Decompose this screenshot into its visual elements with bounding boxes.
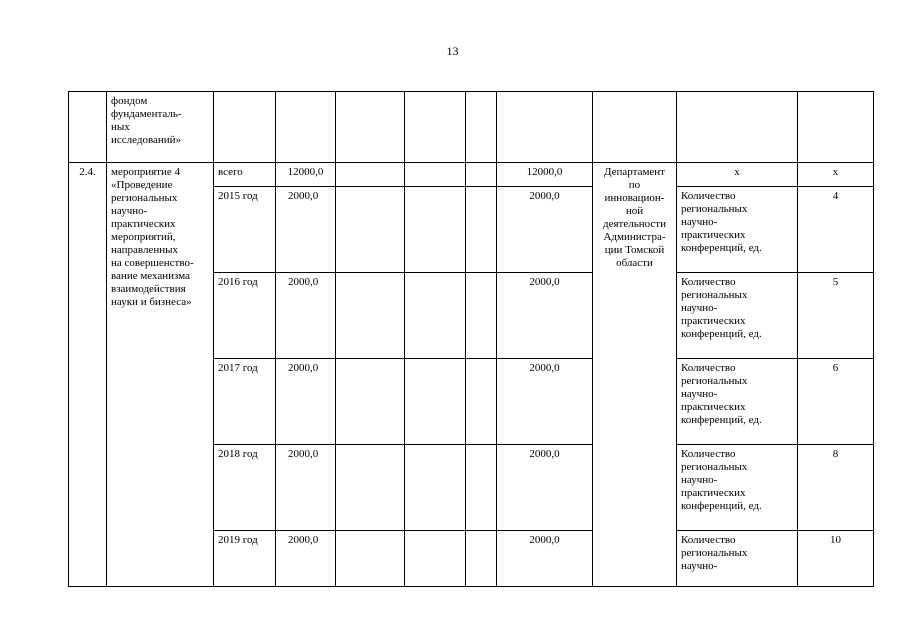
item-name-cell: фондом фундаменталь- ных исследований» [107,92,214,163]
indicator-cell: Количество региональных научно- практических конференций, ед. [677,445,798,531]
total-cell: 2000,0 [276,359,336,445]
indicator-cell: х [677,163,798,187]
item-number-cell [69,92,107,163]
indicator-value-cell: 8 [798,445,874,531]
page-number: 13 [446,44,459,58]
indicator-cell: Количество региональных научно- [677,531,798,587]
indicator-cell: Количество региональных научно- практических конференций, ед. [677,359,798,445]
regional-budget-cell: 2000,0 [497,359,593,445]
item-number-cell: 2.4. [69,163,107,587]
indicator-value-cell: 6 [798,359,874,445]
total-cell: 2000,0 [276,531,336,587]
regional-budget-cell: 2000,0 [497,187,593,273]
period-cell: 2017 год [214,359,276,445]
indicator-cell: Количество региональных научно- практических конференций, ед. [677,187,798,273]
regional-budget-cell: 2000,0 [497,445,593,531]
regional-budget-cell: 12000,0 [497,163,593,187]
indicator-value-cell: 10 [798,531,874,587]
executor-cell: Департамент по инновацион- ной деятельности Администра- ции Томской области [593,163,677,587]
indicator-value-cell: 4 [798,187,874,273]
item-name-cell: мероприятие 4 «Проведение региональных научно- практических мероприятий, направленных на совершенство- вание механизма взаимодействия науки и бизнеса» [107,163,214,587]
total-cell: 2000,0 [276,445,336,531]
table-row [69,163,874,187]
indicator-cell: Количество региональных научно- практических конференций, ед. [677,273,798,359]
regional-budget-cell: 2000,0 [497,531,593,587]
regional-budget-cell: 2000,0 [497,273,593,359]
period-cell: 2016 год [214,273,276,359]
period-cell: 2019 год [214,531,276,587]
period-cell: 2015 год [214,187,276,273]
indicator-value-cell: 5 [798,273,874,359]
total-cell: 2000,0 [276,187,336,273]
program-table [68,91,874,587]
period-cell: 2018 год [214,445,276,531]
total-cell: 2000,0 [276,273,336,359]
total-cell: 12000,0 [276,163,336,187]
indicator-value-cell: х [798,163,874,187]
period-cell: всего [214,163,276,187]
table-row [69,92,874,163]
